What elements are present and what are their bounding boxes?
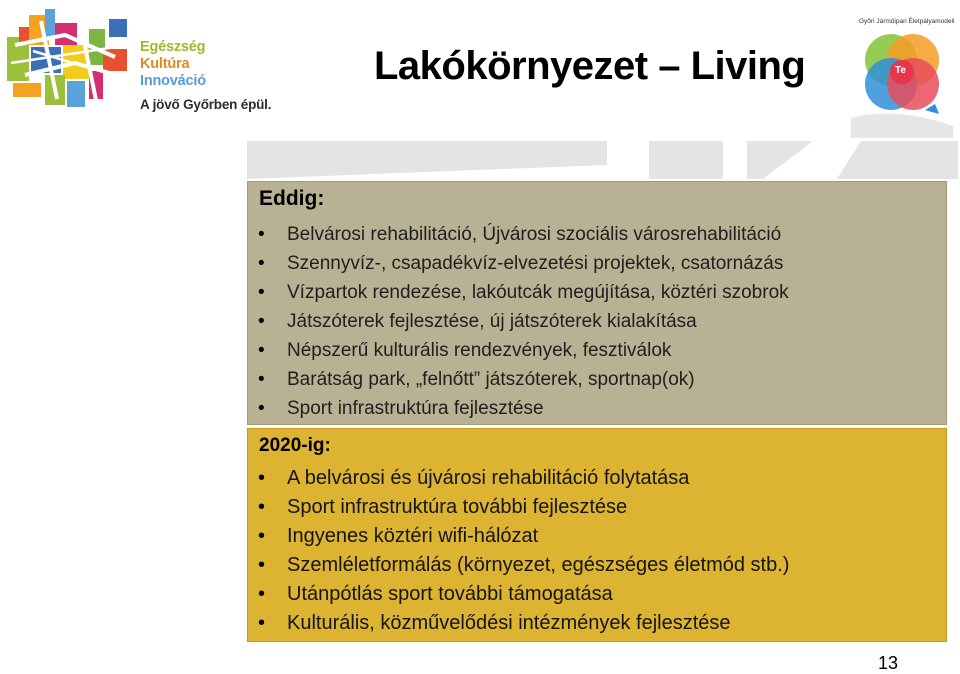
list-item: • Vízpartok rendezése, lakóutcák megújítása, köztéri szobrok — [258, 278, 940, 307]
model-diagram-icon — [845, 14, 957, 140]
bullet-icon: • — [258, 467, 266, 489]
list-item: • Népszerű kulturális rendezvények, fesztiválok — [258, 336, 940, 365]
gyor-watermark — [0, 200, 158, 620]
eddig-list — [258, 220, 940, 423]
bullet-icon: • — [258, 496, 266, 518]
bullet-icon: • — [258, 583, 266, 605]
model-caption: Győri Járműipari Életpályamodell — [859, 18, 955, 25]
ig2020-panel — [247, 428, 947, 642]
logo-mark-icon — [5, 5, 135, 113]
bullet-icon: • — [258, 340, 265, 361]
list-item: • A belvárosi és újvárosi rehabilitáció folytatása — [258, 464, 940, 493]
logo-wordmark — [140, 39, 271, 113]
list-item: • Barátság park, „felnőtt” játszóterek, sportnap(ok) — [258, 365, 940, 394]
list-item: • Sport infrastruktúra további fejlesztése — [258, 493, 940, 522]
bullet-icon: • — [258, 282, 265, 303]
city-logo — [5, 5, 285, 115]
logo-line-1: Egészség — [140, 39, 206, 55]
logo-line-3: Innováció — [140, 73, 206, 89]
list-item: • Szennyvíz-, csapadékvíz-elvezetési projektek, csatornázás — [258, 249, 940, 278]
eddig-panel — [247, 181, 947, 425]
list-item: • Belvárosi rehabilitáció, Újvárosi szociális városrehabilitáció — [258, 220, 940, 249]
logo-line-2: Kultúra — [140, 56, 190, 72]
slide-title: Lakókörnyezet – Living — [374, 44, 806, 88]
logo-tagline: A jövő Győrben épül. — [140, 97, 272, 112]
bullet-icon: • — [258, 398, 265, 419]
ig2020-list — [258, 464, 940, 638]
list-item: • Sport infrastruktúra fejlesztése — [258, 394, 940, 423]
list-item: • Szemléletformálás (környezet, egészséges életmód stb.) — [258, 551, 940, 580]
list-item: • Ingyenes köztéri wifi-hálózat — [258, 522, 940, 551]
model-center-label: Te — [895, 65, 906, 76]
bullet-icon: • — [258, 554, 266, 576]
bullet-icon: • — [258, 612, 266, 634]
list-item: • Kulturális, közművelődési intézmények fejlesztése — [258, 609, 940, 638]
list-item: • Utánpótlás sport további támogatása — [258, 580, 940, 609]
bullet-icon: • — [258, 224, 265, 245]
decorative-band — [247, 141, 958, 179]
ig2020-heading: 2020-ig: — [259, 435, 331, 456]
list-item: • Játszóterek fejlesztése, új játszóterek kialakítása — [258, 307, 940, 336]
bullet-icon: • — [258, 369, 265, 390]
bullet-icon: • — [258, 525, 266, 547]
bullet-icon: • — [258, 311, 265, 332]
career-model-graphic — [845, 14, 957, 140]
eddig-heading: Eddig: — [259, 187, 325, 210]
page-number: 13 — [878, 653, 899, 673]
bullet-icon: • — [258, 253, 265, 274]
